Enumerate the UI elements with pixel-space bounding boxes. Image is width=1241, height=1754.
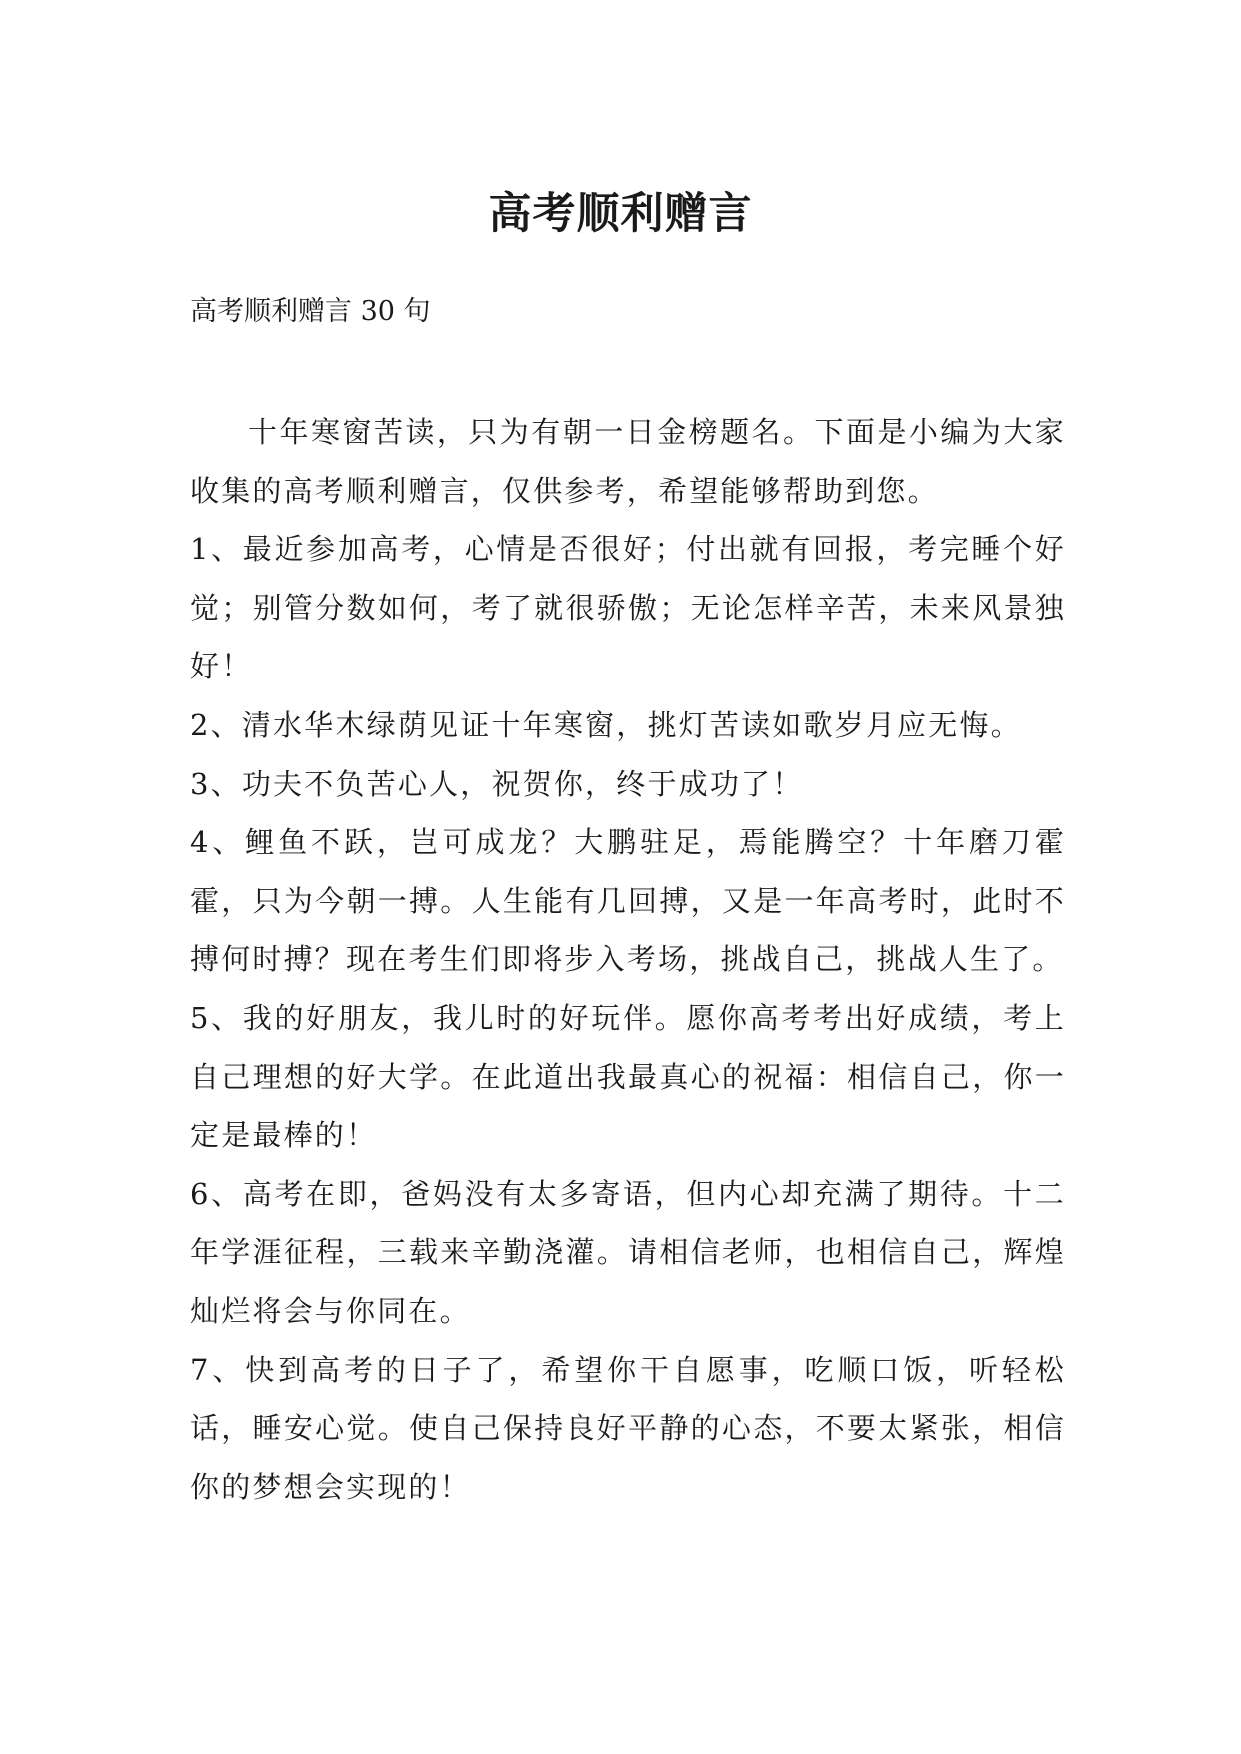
list-item: 5、我的好朋友，我儿时的好玩伴。愿你高考考出好成绩，考上自己理想的好大学。在此道出我最真心的祝福：相信自己，你一定是最棒的！	[190, 1000, 1066, 1153]
list-item: 1、最近参加高考，心情是否很好；付出就有回报，考完睡个好觉；别管分数如何，考了就很骄傲；无论怎样辛苦，未来风景独好！	[190, 532, 1066, 684]
list-item: 2、清水华木绿荫见证十年寒窗，挑灯苦读如歌岁月应无悔。	[190, 707, 1022, 742]
intro-paragraph: 十年寒窗苦读，只为有朝一日金榜题名。下面是小编为大家收集的高考顺利赠言，仅供参考，希望能够帮助到您。	[190, 415, 1066, 508]
list-item: 6、高考在即，爸妈没有太多寄语，但内心却充满了期待。十二年学涯征程，三载来辛勤浇灌。请相信老师，也相信自己，辉煌灿烂将会与你同在。	[190, 1176, 1066, 1328]
list-item: 3、功夫不负苦心人，祝贺你，终于成功了！	[190, 766, 804, 801]
document-body	[190, 403, 1066, 1516]
list-item: 7、快到高考的日子了，希望你干自愿事，吃顺口饭，听轻松话，睡安心觉。使自己保持良好平静的心态，不要太紧张，相信你的梦想会实现的！	[190, 1352, 1066, 1504]
document-title: 高考顺利赠言	[488, 188, 753, 239]
document-subtitle: 高考顺利赠言 30 句	[190, 296, 431, 327]
list-item: 4、鲤鱼不跃，岂可成龙？大鹏驻足，焉能腾空？十年磨刀霍霍，只为今朝一搏。人生能有几回搏，又是一年高考时，此时不搏何时搏？现在考生们即将步入考场，挑战自己，挑战人生了。	[190, 825, 1066, 977]
